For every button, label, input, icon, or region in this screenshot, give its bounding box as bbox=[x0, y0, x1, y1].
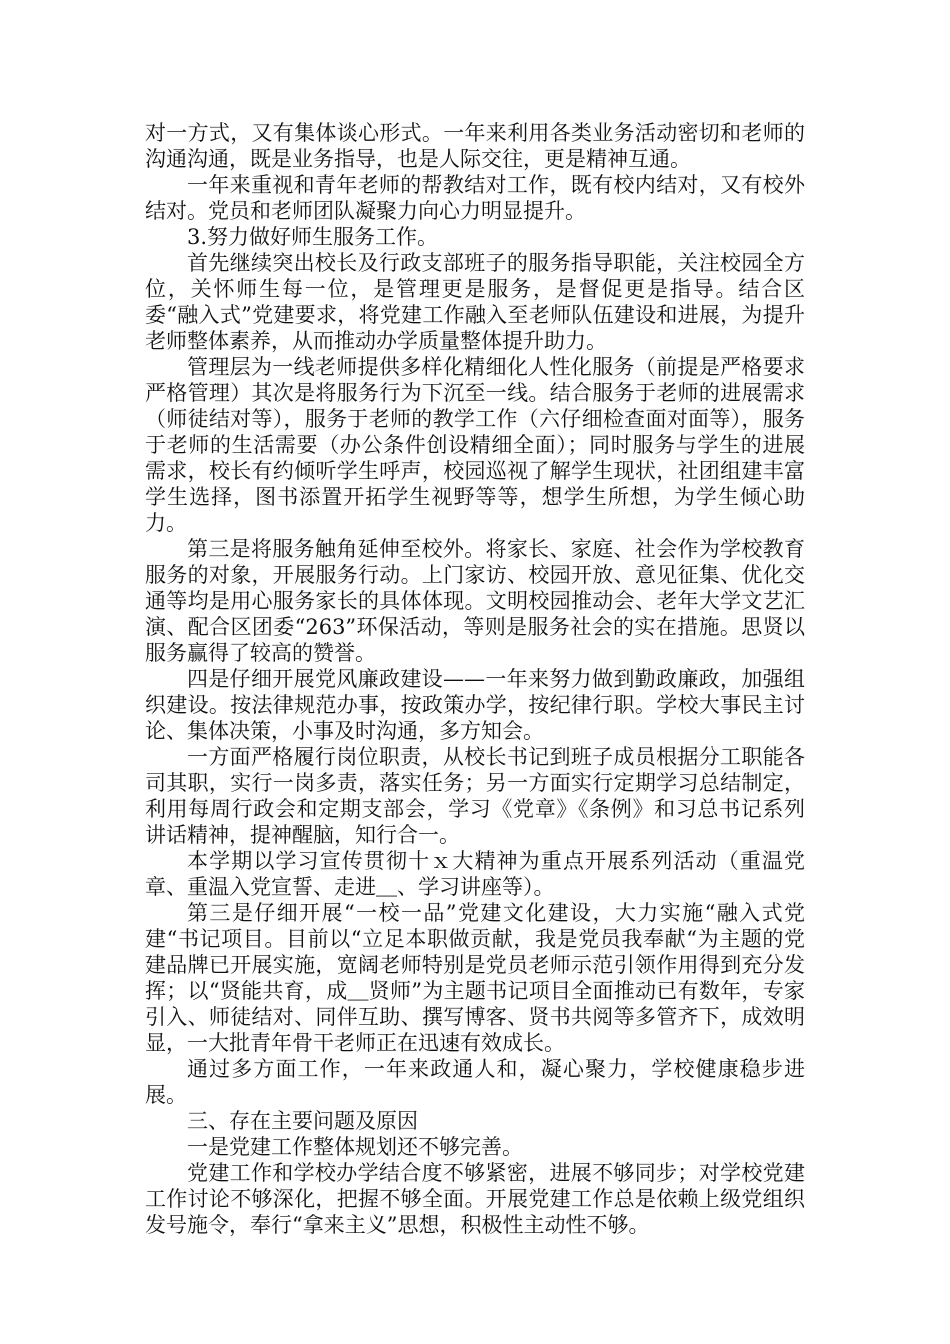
document-paragraph: 对一方式，又有集体谈心形式。一年来利用各类业务活动密切和老师的沟通沟通，既是业务指导，也是人际交往，更是精神互通。 bbox=[145, 121, 805, 171]
document-paragraph: 三、存在主要问题及原因 bbox=[187, 1109, 418, 1133]
document-paragraph: 一年来重视和青年老师的帮教结对工作，既有校内结对，又有校外结对。党员和老师团队凝聚力向心力明显提升。 bbox=[145, 173, 805, 223]
document-page bbox=[145, 120, 805, 1238]
document-paragraph: 四是仔细开展党风廉政建设——一年来努力做到勤政廉政，加强组织建设。按法律规范办事，按政策办学，按纪律行职。学校大事民主讨论、集体决策，小事及时沟通，多方知会。 bbox=[145, 667, 805, 743]
document-paragraph: 首先继续突出校长及行政支部班子的服务指导职能，关注校园全方位，关怀师生每一位，是管理更是服务，是督促更是指导。结合区委“融入式”党建要求，将党建工作融入至老师队伍建设和进展，为提升老师整体素养，从而推动办学质量整体提升助力。 bbox=[145, 251, 805, 353]
document-paragraph: 一是党建工作整体规划还不够完善。 bbox=[187, 1135, 523, 1159]
document-paragraph: 第三是将服务触角延伸至校外。将家长、家庭、社会作为学校教育服务的对象，开展服务行动。上门家访、校园开放、意见征集、优化交通等均是用心服务家长的具体体现。文明校园推动会、老年大学文艺汇演、配合区团委“263”环保活动，等则是服务社会的实在措施。思贤以服务赢得了较高的赞誉。 bbox=[145, 537, 805, 665]
document-paragraph: 本学期以学习宣传贯彻十ｘ大精神为重点开展系列活动（重温党章、重温入党宣誓、走进＿、学习讲座等）。 bbox=[145, 849, 805, 899]
document-paragraph: 通过多方面工作，一年来政通人和，凝心聚力，学校健康稳步进展。 bbox=[145, 1057, 805, 1107]
document-paragraph: 第三是仔细开展“一校一品”党建文化建设，大力实施“融入式党建“书记项目。目前以“立足本职做贡献，我是党员我奉献“为主题的党建品牌已开展实施，宽阔老师特别是党员老师示范引领作用得到充分发挥；以“贤能共育，成＿贤师”为主题书记项目全面推动已有数年，专家引入、师徒结对、同伴互助、撰写博客、贤书共阅等多管齐下，成效明显，一大批青年骨干老师正在迅速有效成长。 bbox=[145, 901, 805, 1055]
document-paragraph: 3.努力做好师生服务工作。 bbox=[187, 225, 439, 249]
document-paragraph: 管理层为一线老师提供多样化精细化人性化服务（前提是严格要求严格管理）其次是将服务行为下沉至一线。结合服务于老师的进展需求（师徒结对等），服务于老师的教学工作（六仔细检查面对面等），服务于老师的生活需要（办公条件创设精细全面）；同时服务与学生的进展需求，校长有约倾听学生呼声，校园巡视了解学生现状，社团组建丰富学生选择，图书添置开拓学生视野等等，想学生所想，为学生倾心助力。 bbox=[145, 355, 805, 535]
document-paragraph: 一方面严格履行岗位职责，从校长书记到班子成员根据分工职能各司其职，实行一岗多责，落实任务；另一方面实行定期学习总结制定，利用每周行政会和定期支部会，学习《党章》《条例》和习总书记系列讲话精神，提神醒脑，知行合一。 bbox=[145, 745, 805, 847]
document-paragraph: 党建工作和学校办学结合度不够紧密，进展不够同步；对学校党建工作讨论不够深化，把握不够全面。开展党建工作总是依赖上级党组织发号施令，奉行“拿来主义”思想，积极性主动性不够。 bbox=[145, 1161, 805, 1237]
